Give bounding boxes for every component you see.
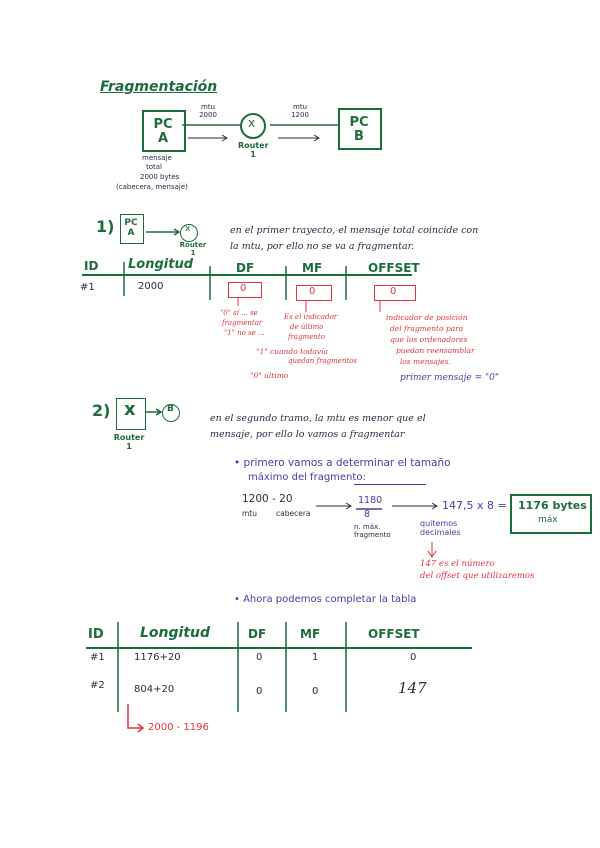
offset-note-purple: primer mensaje = "0" [400,373,499,383]
step2-number: 2) [92,401,111,420]
table2-row2-longitud: 804+20 [134,684,175,695]
table1-row-mf: 0 [309,286,316,297]
frac-numerator: 1180 [358,495,383,506]
calc-quitamos: quitemos decimales [420,519,461,537]
table2-row2-offset: 147 [398,679,427,697]
table2-row2-df: 0 [256,686,263,697]
frac-label: n. máx. fragmento [354,523,391,539]
table2-header-mf: MF [300,627,321,641]
offset-note-1: indicador de posición [386,313,468,322]
table1-row-longitud: 2000 [138,281,164,292]
mf-note-3: fragmento [288,333,325,341]
table1-row-offset: 0 [390,286,397,297]
step1-pc-label: PC A [124,218,138,238]
router-symbol: x [248,116,256,130]
table2-row2-id: #2 [90,680,105,691]
bullet1-line1: • primero vamos a determinar el tamaño [234,457,451,469]
step2-text-1: en el segundo tramo, la mtu es menor que el [210,413,426,424]
mtu-left-label: mtu 2000 [199,103,217,119]
red-note-1: 147 es el número [420,559,495,569]
table1-header-longitud: Longitud [128,257,194,272]
bullet2: • Ahora podemos completar la tabla [234,594,417,605]
table1-header-offset: OFFSET [368,261,420,275]
table1-row-id: #1 [80,282,95,293]
pc-b-label: PC B [349,115,369,144]
mf-note-2: de último [290,323,324,331]
pc-a-label: PC A [153,117,173,146]
calc-result: 147,5 x 8 = [442,499,507,512]
calc-mtu: mtu [242,509,257,518]
mf-note-4: "1" cuando todavía [256,347,328,356]
diagram-note-4: (cabecera, mensaje) [116,183,188,191]
table2-row1-df: 0 [256,652,263,663]
mf-note-1: Es el indicador [284,313,338,321]
router-label: Router 1 [238,141,269,159]
df-note-3: "1" no se ... [224,329,265,337]
offset-note-3: que los ordenadores [390,335,468,344]
mf-note-6: "0" último [250,371,289,380]
df-note-1: "0" sí ... se [220,309,258,317]
table2-row1-offset: 0 [410,652,417,663]
offset-note-2: del fragmento para [390,324,464,333]
diagram-note-3: 2000 bytes [140,173,180,181]
table2-row2-mf: 0 [312,686,319,697]
table2-header-longitud: Longitud [140,625,211,641]
step1-number: 1) [96,217,115,236]
table2-row1-mf: 1 [312,652,319,663]
offset-note-4: puedan reensamblar [396,346,475,355]
table1-header-df: DF [236,261,255,275]
step1-text-2: la mtu, por ello no se va a fragmentar. [230,241,415,252]
step2-dest-symbol: B [167,404,174,414]
step1-router-label: Router 1 [179,241,207,257]
table1-header-mf: MF [302,261,323,275]
red-note-2: del offset que utilizaremos [420,571,535,581]
final-value: 1176 bytes [518,499,587,512]
bullet1-line2: máximo del fragmento: [248,472,366,483]
step2-text-2: mensaje, por ello lo vamos a fragmentar [210,429,405,440]
step1-router-symbol: x [185,224,191,234]
step1-text-1: en el primer trayecto, el mensaje total coincide con [230,225,479,236]
diagram-note-1: mensaje [142,154,172,162]
table2-row1-id: #1 [90,652,105,663]
calc-cabecera: cabecera [276,509,311,518]
table2-note: 2000 - 1196 [148,722,209,733]
table2-row1-longitud: 1176+20 [134,652,181,663]
table2-header-id: ID [88,627,104,642]
table2-header-df: DF [248,627,267,641]
table2-header-offset: OFFSET [368,627,420,641]
frac-denominator: 8 [364,509,371,520]
step2-router-label: Router 1 [113,433,145,451]
diagram-note-2: total [146,163,163,171]
table1-row-df: 0 [240,283,247,294]
mtu-right-label: mtu 1200 [291,103,309,119]
final-sub: máx [538,515,558,525]
page-title: Fragmentación [100,79,218,95]
table1-header-id: ID [84,259,99,273]
calc-expr: 1200 - 20 [242,493,293,505]
step2-router-symbol: x [124,399,136,420]
offset-note-5: los mensajes. [400,357,451,366]
df-note-2: fragmentar [222,319,263,327]
bullet1-underline [354,484,426,485]
mf-note-5: quedan fragmentos [288,357,358,365]
